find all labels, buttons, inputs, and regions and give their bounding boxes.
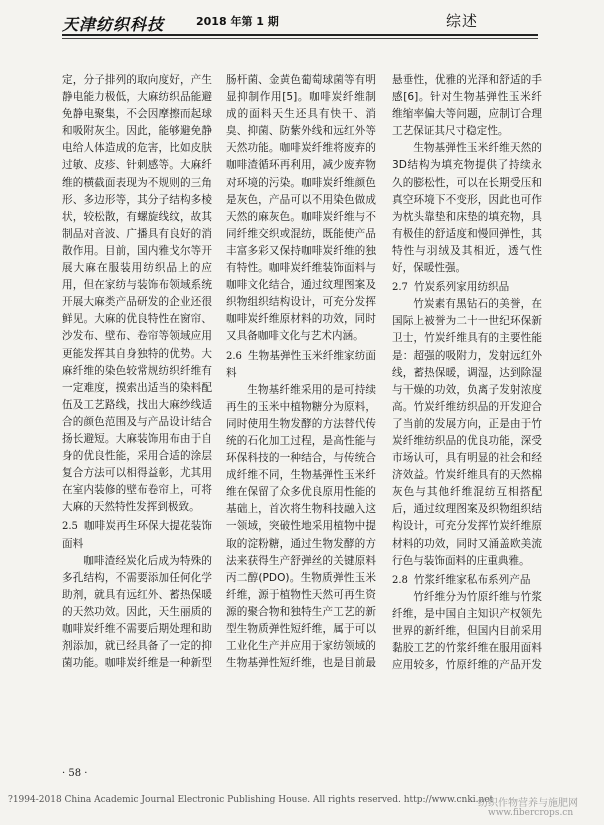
header-rule-thin	[62, 38, 538, 39]
journal-header	[0, 0, 604, 48]
paragraph: 悬垂性，优雅的光泽和舒适的手感[6]。针对生物基弹性玉米纤维缩率偏大等问题，应制订合理工艺保证其尺寸稳定性。	[392, 74, 542, 138]
section-label: 综述	[446, 12, 479, 30]
paragraph: 竹炭素有黑钻石的美誉，在国际上被誉为二十一世纪环保新卫士，竹炭纤维具有的主要性能是：超强的吸附力，发射远红外线，蓄热保暖，调湿，达到除湿与干燥的功效，负离子发射浓度高。竹炭纤维纺织品的开发迎合了当前的发展方向，正是由于竹炭纤维纺织品的优良功能，深受市场认可，具有明显的社会和经济效益。竹炭纤维具有的天然棉灰色与其他纤维混纺互相搭配后，通过纹理图案及织物组织结构设计，可充分发挥竹炭纤维原材料的功效，同时又涌盖欧美流行色与装饰面料的庄重典雅。	[392, 298, 542, 567]
paragraph: 咖啡渣经炭化后成为特殊的多孔结构，不需要添加任何化学助剂，就具有远红外、蓄热保暖的天然功效。因此，天生丽质的咖啡炭纤维不需要后期处理和助剂添加，就已经具备了一定的抑菌功能。咖啡炭纤维是一种新型	[62, 554, 212, 670]
section-heading	[62, 518, 212, 552]
section-heading-text: 咖啡炭再生环保大提花装饰面料	[62, 520, 212, 550]
copyright-footer: ?1994-2018 China Academic Journal Electronic Publishing House. All rights reserved. http://www.cnki.net	[8, 795, 494, 805]
watermark-url: www.fibercrops.cn	[488, 808, 574, 818]
issue-label: 2018 年第 1 期	[196, 15, 279, 28]
paragraph: 竹纤维分为竹原纤维与竹浆纤维，是中国自主知识产权领先世界的新纤维，但国内目前采用黏胶工艺的竹浆纤维在服用面料应用较多，竹原纤维的产品开发	[392, 590, 542, 672]
header-rule	[62, 34, 538, 36]
section-heading-text: 竹浆纤维家私布系列产品	[413, 573, 531, 586]
section-heading	[392, 279, 542, 296]
section-heading	[392, 572, 542, 589]
section-number: 2.5	[62, 521, 78, 533]
watermark: 纺织作物营养与施肥网	[478, 798, 578, 809]
section-heading-text: 竹炭系列家用纺织品	[413, 281, 510, 294]
page-number: · 58 ·	[62, 768, 88, 779]
section-number: 2.8	[392, 574, 408, 586]
section-heading	[226, 348, 376, 382]
journal-title: 天津纺织科技	[62, 15, 165, 34]
column-2	[226, 72, 376, 672]
paragraph: 肠杆菌、金黄色葡萄球菌等有明显抑制作用[5]。咖啡炭纤维制成的面料天生还具有快干、消臭、抑菌、防紫外线和远红外等天然功能。咖啡炭纤维将废弃的咖啡渣循环再利用，减少废弃物对环境的污染。咖啡炭纤维颜色是灰色，产品可以不用染色做成天然的麻灰色。咖啡炭纤维与不同纤维交织或混纺，既能使产品丰富多彩又保持咖啡炭纤维的独有特性。咖啡炭纤维装饰面料与咖啡文化结合，通过纹理图案及织物组织结构设计，可充分发挥咖啡炭纤维原材料的功效，同时又具备咖啡文化与艺术内涵。	[226, 74, 376, 343]
paragraph: 生物基弹性玉米纤维天然的3D结构为填充物提供了持续永久的膨松性，可以在长期受压和真空环境下不变形，因此也可作为枕头靠垫和床垫的填充物，具有极佳的舒适度和慢回弹性，其特性与羽绒及其相近，透气性好，保暖性强。	[392, 142, 542, 275]
section-number: 2.6	[226, 350, 242, 362]
section-heading-text: 生物基弹性玉米纤维家纺面料	[226, 349, 376, 379]
paragraph: 定，分子排列的取向度好，产生静电能力极低，大麻纺织品能避免静电聚集，不会因摩擦而起球和吸附灰尘。因此，能够避免静电给人体造成的危害，比如皮肤过敏、皮疹、针刺感等。大麻纤维的横截面表现为不规则的三角形、多边形等，其分子结构多棱状，较松散，有螺旋线纹，故其制品对音波、广播具有良好的消散作用。目前，国内雅戈尔等开展大麻在服装用纺织品上的应用，但在家纺与装饰布领域系统开展大麻类产品研发的企业还很鲜见。大麻的优良特性在窗帘、沙发布、壁布、卷帘等领域应用更能发挥其自身独特的优势。大麻纤维的染色较常规纺织纤维有一定难度，摸索出适当的染料配伍及工艺路线，找出大麻纱线适合的颜色范围及与产品设计结合扬长避短。大麻装饰用布由于自身的优良性能，采用合适的涂层复合方法可以相得益彰，尤其用在室内装修的壁布卷帘上，可将大麻的天然特性发挥到极致。	[62, 74, 212, 514]
column-3	[392, 72, 542, 672]
column-1	[62, 72, 212, 672]
paragraph: 生物基纤维采用的是可持续再生的玉米中植物糖分为原料，同时使用生物发酵的方法替代传统的石化加工过程，是高性能与环保科技的一种结合，与传统合成纤维不同，生物基弹性玉米纤维在保留了众多优良原用性能的基础上，首次将生物科技融入这一领域，突破性地采用植物中提取的淀粉糖，通过生物发酵的方法来获得生产舒弹丝的关键原料丙二醇(PDO)。生物质弹性玉米纤维，源于植物性天然可再生资源的聚合物和独特生产工艺的新型生物质弹性短纤维，属于可以工业化生产并应用于家纺领域的生物基弹性短纤维，也是目前最	[226, 383, 376, 670]
section-number: 2.7	[392, 282, 408, 294]
